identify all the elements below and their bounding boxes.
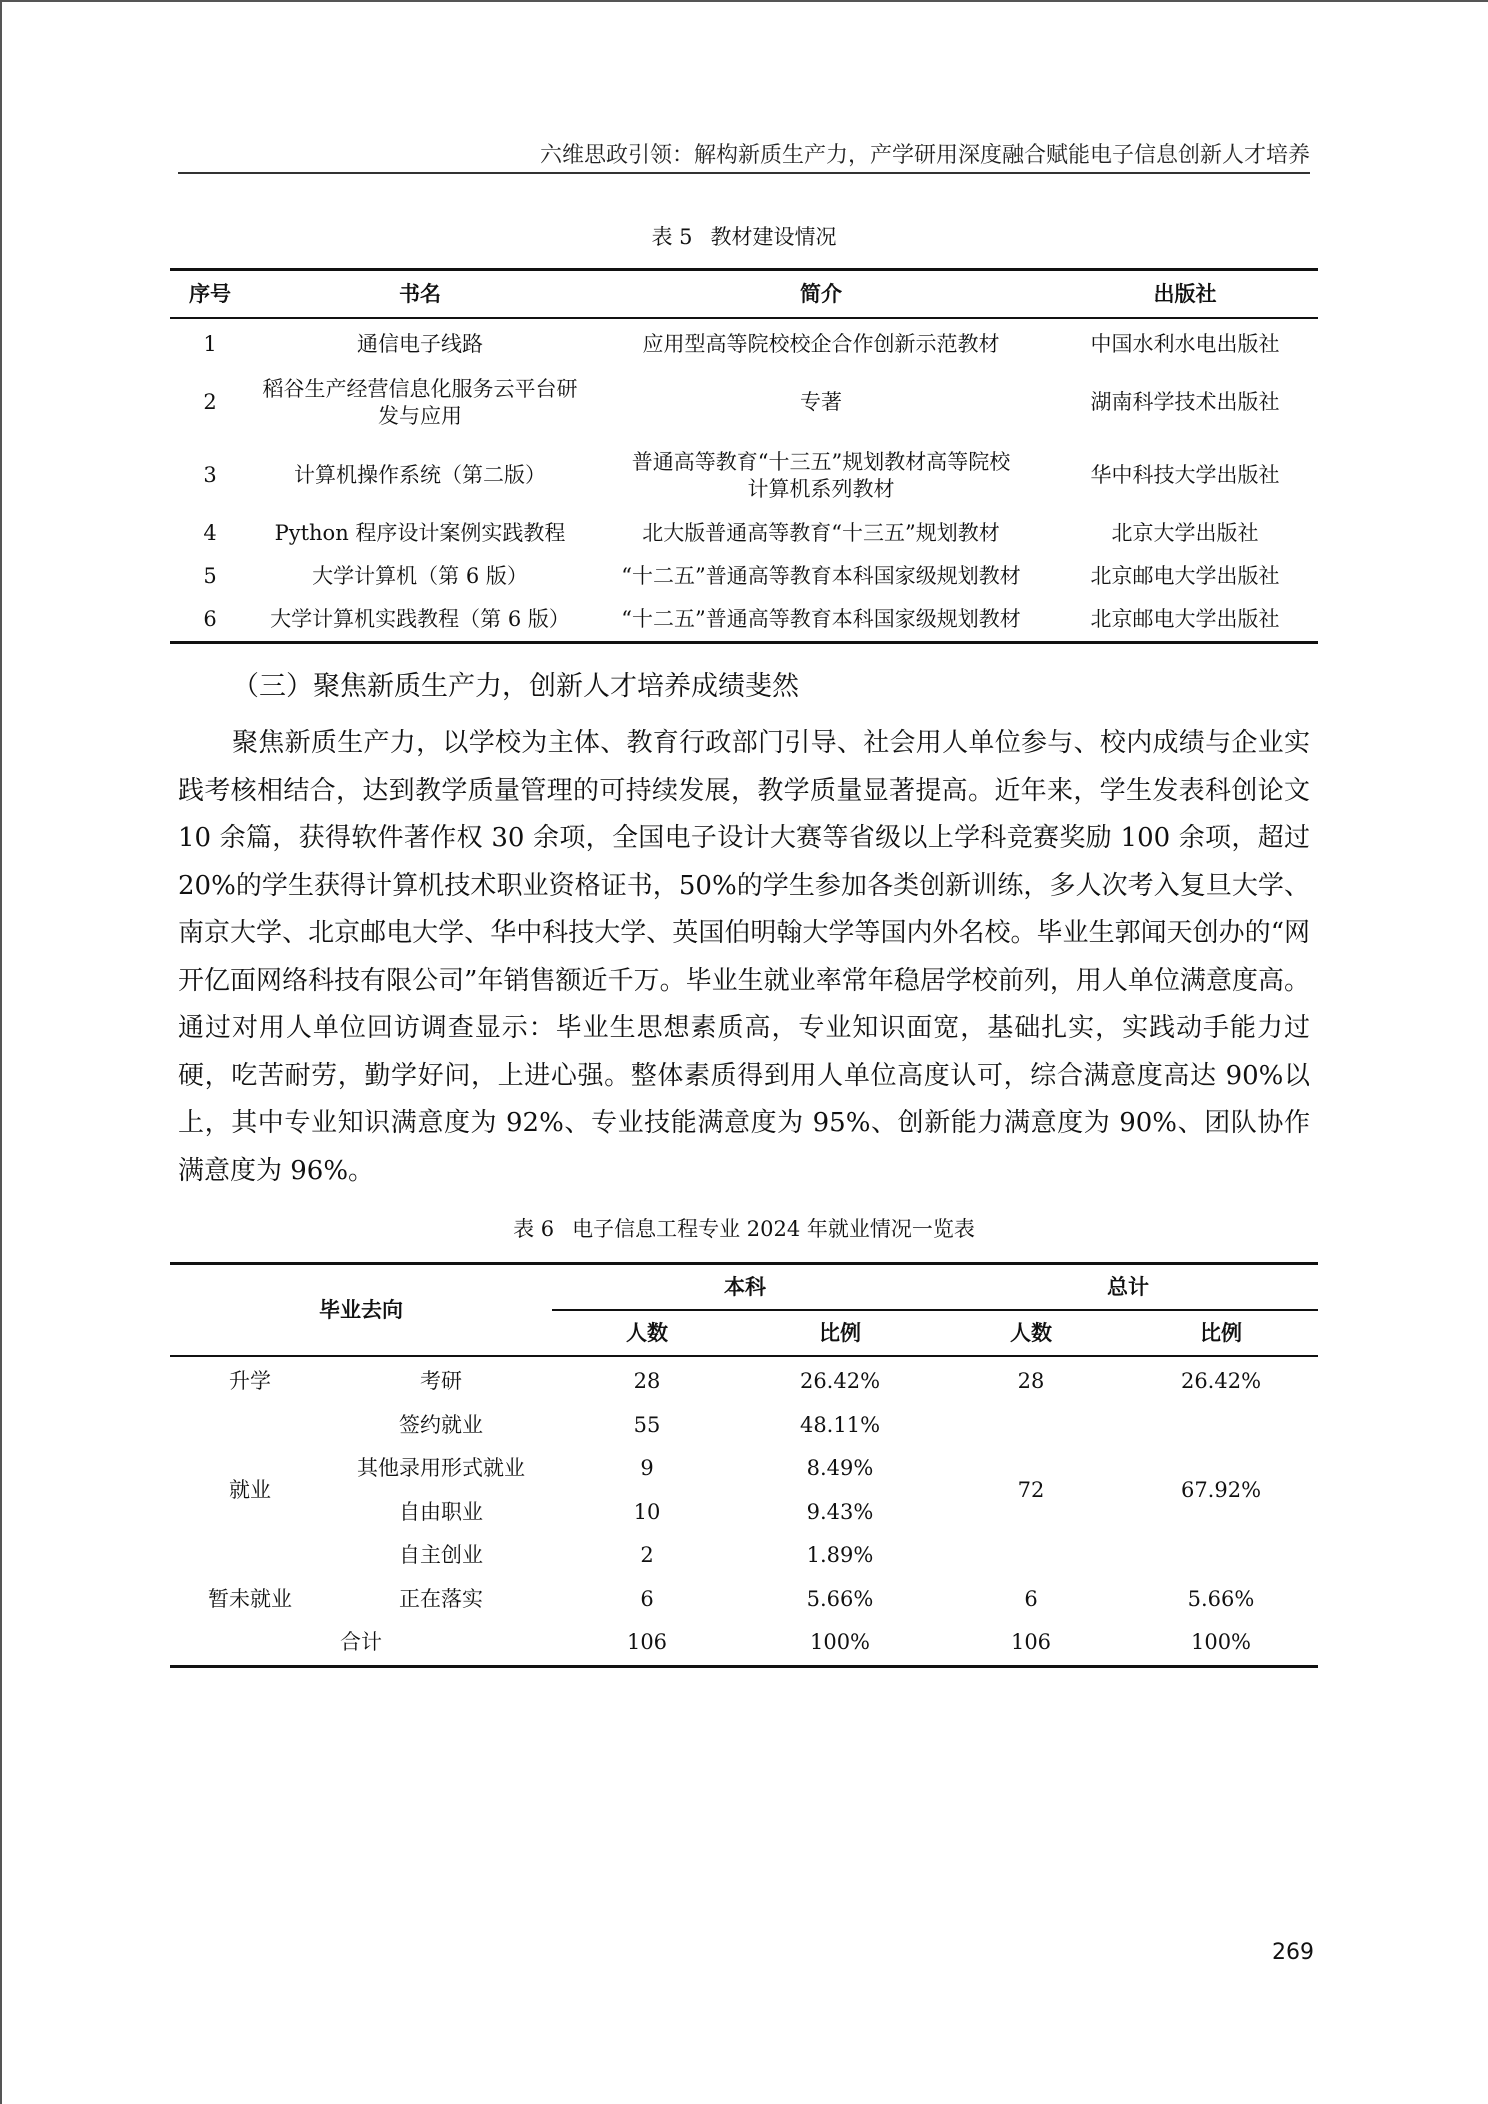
page-number: 269 xyxy=(1272,1940,1314,1965)
cell-publisher: 北京邮电大学出版社 xyxy=(1090,607,1280,631)
table-row xyxy=(170,512,1318,555)
table-row xyxy=(170,1356,1318,1404)
table-total-row xyxy=(170,1621,1318,1666)
table-row xyxy=(170,1404,1318,1448)
table-row xyxy=(170,1578,1318,1622)
cell-book-title: Python 程序设计案例实践教程 xyxy=(274,521,566,545)
cell-publisher: 北京邮电大学出版社 xyxy=(1090,564,1280,588)
cell-description: 北大版普通高等教育“十三五”规划教材 xyxy=(642,521,1000,545)
cell-index: 1 xyxy=(203,332,217,356)
cell-category: 暂未就业 xyxy=(208,1586,292,1611)
cell-count: 28 xyxy=(633,1369,661,1394)
cell-publisher: 北京大学出版社 xyxy=(1111,521,1259,545)
table-row xyxy=(170,598,1318,643)
cell-ratio: 8.49% xyxy=(806,1456,874,1481)
cell-description: “十二五”普通高等教育本科国家级规划教材 xyxy=(621,607,1021,631)
cell-book-title: 大学计算机实践教程（第 6 版） xyxy=(270,607,570,631)
header-undergrad-ratio: 比例 xyxy=(742,1310,938,1356)
cell-total-ratio: 5.66% xyxy=(1187,1586,1255,1611)
cell-count: 10 xyxy=(633,1499,661,1524)
cell-subcategory: 正在落实 xyxy=(399,1586,483,1611)
section-heading: （三）聚焦新质生产力，创新人才培养成绩斐然 xyxy=(232,671,799,702)
cell-ratio: 26.42% xyxy=(799,1369,881,1394)
header-total-count: 人数 xyxy=(938,1310,1124,1356)
cell-book-title: 大学计算机（第 6 版） xyxy=(312,564,528,588)
cell-subcategory: 自由职业 xyxy=(399,1499,483,1524)
employment-table xyxy=(170,1262,1318,1668)
header-undergrad: 本科 xyxy=(552,1264,938,1311)
body-paragraph: 聚焦新质生产力，以学校为主体、教育行政部门引导、社会用人单位参与、校内成绩与企业实践考核相结合，达到教学质量管理的可持续发展，教学质量显著提高。近年来，学生发表科创论文 10 余篇，获得软件著作权 30 余项，全国电子设计大赛等省级以上学科竞赛奖励 100 余项，超过 20%的学生获得计算机技术职业资格证书，50%的学生参加各类创新训练，多人次考入复旦大学、南京大学、北京邮电大学、华中科技大学、英国伯明翰大学等国内外名校。毕业生郭闻天创办的“网开亿面网络科技有限公司”年销售额近千万。毕业生就业率常年稳居学校前列，用人单位满意度高。通过对用人单位回访调查显示：毕业生思想素质高，专业知识面宽，基础扎实，实践动手能力过硬，吃苦耐劳，勤学好问，上进心强。整体素质得到用人单位高度认可，综合满意度高达 90%以上，其中专业知识满意度为 92%、专业技能满意度为 95%、创新能力满意度为 90%、团队协作满意度为 96%。 xyxy=(178,728,1310,1186)
cell-publisher: 湖南科学技术出版社 xyxy=(1090,390,1280,414)
cell-index: 6 xyxy=(203,607,217,631)
cell-description: 专著 xyxy=(800,390,842,414)
table5-caption xyxy=(0,221,1488,251)
cell-category: 升学 xyxy=(229,1369,271,1394)
cell-description: “十二五”普通高等教育本科国家级规划教材 xyxy=(621,564,1021,588)
cell-book-title: 稻谷生产经营信息化服务云平台研 发与应用 xyxy=(262,376,578,428)
cell-ratio: 5.66% xyxy=(806,1586,874,1611)
table-header-row xyxy=(170,270,1318,319)
table-row xyxy=(170,439,1318,512)
header-total-ratio: 比例 xyxy=(1124,1310,1318,1356)
header-destination: 毕业去向 xyxy=(170,1264,552,1357)
running-header: 六维思政引领：解构新质生产力，产学研用深度融合赋能电子信息创新人才培养 xyxy=(539,143,1310,168)
table6-caption-title: 电子信息工程专业 2024 年就业情况一览表 xyxy=(572,1217,975,1241)
cell-subcategory: 自主创业 xyxy=(399,1543,483,1568)
cell-total-count: 72 xyxy=(1017,1478,1045,1502)
header-total: 总计 xyxy=(938,1264,1318,1311)
header-publisher: 出版社 xyxy=(1052,270,1318,319)
cell-ratio: 1.89% xyxy=(806,1543,874,1568)
table-row xyxy=(170,555,1318,598)
cell-count: 106 xyxy=(626,1630,668,1655)
cell-count: 55 xyxy=(633,1412,661,1437)
table6-caption xyxy=(0,1213,1488,1243)
table6-caption-number: 表 6 xyxy=(513,1217,555,1241)
cell-publisher: 中国水利水电出版社 xyxy=(1090,332,1280,356)
cell-book-title: 计算机操作系统（第二版） xyxy=(294,463,546,487)
table-header-row xyxy=(170,1264,1318,1311)
header-description: 简介 xyxy=(590,270,1052,319)
cell-index: 3 xyxy=(203,463,217,487)
table-row xyxy=(170,366,1318,439)
cell-subcategory: 签约就业 xyxy=(399,1412,483,1437)
cell-index: 4 xyxy=(203,521,217,545)
cell-total-ratio: 100% xyxy=(1190,1630,1252,1655)
header-book-title: 书名 xyxy=(250,270,590,319)
cell-sum-label: 合计 xyxy=(340,1630,382,1655)
cell-book-title: 通信电子线路 xyxy=(357,332,483,356)
cell-description: 应用型高等院校校企合作创新示范教材 xyxy=(642,332,1000,356)
cell-total-count: 6 xyxy=(1024,1586,1038,1611)
cell-ratio: 48.11% xyxy=(799,1412,881,1437)
textbook-table xyxy=(170,268,1318,644)
table-row xyxy=(170,318,1318,366)
cell-category: 就业 xyxy=(229,1478,271,1502)
cell-publisher: 华中科技大学出版社 xyxy=(1090,463,1280,487)
cell-total-count: 106 xyxy=(1010,1630,1052,1655)
cell-count: 9 xyxy=(640,1456,654,1481)
cell-count: 2 xyxy=(640,1543,654,1568)
cell-ratio: 100% xyxy=(809,1630,871,1655)
cell-index: 2 xyxy=(203,390,217,414)
cell-subcategory: 考研 xyxy=(420,1369,462,1394)
cell-description: 普通高等教育“十三五”规划教材高等院校 计算机系列教材 xyxy=(631,449,1011,501)
header-undergrad-count: 人数 xyxy=(552,1310,742,1356)
cell-total-count: 28 xyxy=(1017,1369,1045,1394)
header-index: 序号 xyxy=(170,270,250,319)
cell-total-ratio: 67.92% xyxy=(1180,1478,1262,1502)
cell-count: 6 xyxy=(640,1586,654,1611)
cell-subcategory: 其他录用形式就业 xyxy=(357,1456,525,1481)
cell-index: 5 xyxy=(203,564,217,588)
cell-total-ratio: 26.42% xyxy=(1180,1369,1262,1394)
header-rule xyxy=(178,172,1310,174)
table5-caption-title: 教材建设情况 xyxy=(710,225,837,249)
cell-ratio: 9.43% xyxy=(806,1499,874,1524)
table5-caption-number: 表 5 xyxy=(651,225,693,249)
